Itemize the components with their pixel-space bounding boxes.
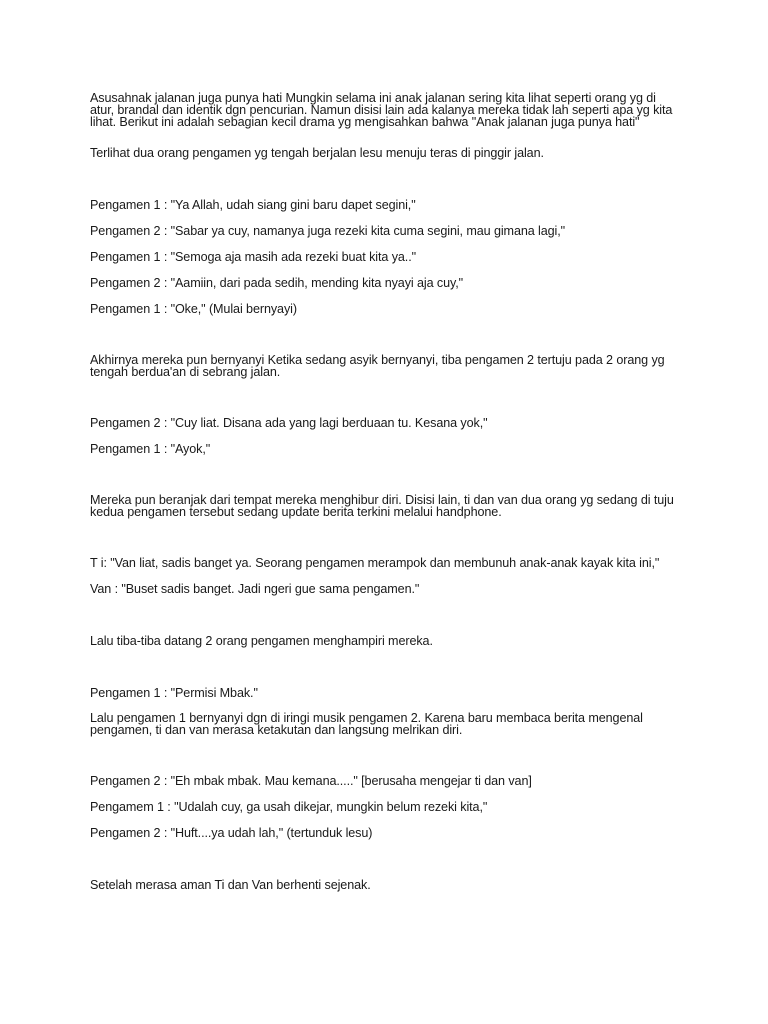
narration-line: Lalu tiba-tiba datang 2 orang pengamen menghampiri mereka. xyxy=(90,634,433,648)
dialogue-line: Pengamen 1 : "Semoga aja masih ada rezeki buat kita ya.." xyxy=(90,250,416,264)
dialogue-line: T i: "Van liat, sadis banget ya. Seorang pengamen merampok dan membunuh anak-anak kayak kita ini," xyxy=(90,556,660,570)
dialogue-line: Pengamen 1 : "Ya Allah, udah siang gini baru dapet segini," xyxy=(90,198,416,212)
narration-paragraph: Mereka pun beranjak dari tempat mereka menghibur diri. Disisi lain, ti dan van dua orang yg sedang di tuju kedua pengamen tersebut sedang update berita terkini melalui handphone. xyxy=(90,493,674,519)
dialogue-line: Pengamen 2 : "Sabar ya cuy, namanya juga rezeki kita cuma segini, mau gimana lagi," xyxy=(90,224,566,238)
dialogue-line: Pengamen 1 : "Ayok," xyxy=(90,442,211,456)
narration-line: Terlihat dua orang pengamen yg tengah berjalan lesu menuju teras di pinggir jalan. xyxy=(90,146,544,160)
narration-paragraph: Lalu pengamen 1 bernyanyi dgn di iringi musik pengamen 2. Karena baru membaca berita mengenal pengamen, ti dan van merasa ketakutan dan langsung melrikan diri. xyxy=(90,711,643,737)
dialogue-line: Pengamen 1 : "Oke," (Mulai bernyayi) xyxy=(90,302,297,316)
intro-paragraph: Asusahnak jalanan juga punya hati Mungkin selama ini anak jalanan sering kita lihat seperti orang yg di atur, brandal dan identik dgn pencurian. Namun disisi lain ada kalanya mereka tidak lah seperti apa yg kita lihat. Berikut ini adalah sebagian kecil drama yg mengisahkan bahwa "Anak jalanan juga punya hati" xyxy=(90,91,673,129)
dialogue-line: Pengamen 2 : "Cuy liat. Disana ada yang lagi berduaan tu. Kesana yok," xyxy=(90,416,488,430)
document-page xyxy=(90,92,680,892)
dialogue-line: Pengamen 2 : "Aamiin, dari pada sedih, mending kita nyayi aja cuy," xyxy=(90,276,464,290)
dialogue-line: Pengamem 1 : "Udalah cuy, ga usah dikejar, mungkin belum rezeki kita," xyxy=(90,800,488,814)
dialogue-line: Pengamen 2 : "Eh mbak mbak. Mau kemana....." [berusaha mengejar ti dan van] xyxy=(90,774,532,788)
dialogue-line: Pengamen 2 : "Huft....ya udah lah," (tertunduk lesu) xyxy=(90,826,373,840)
dialogue-line: Pengamen 1 : "Permisi Mbak." xyxy=(90,686,258,700)
narration-line: Setelah merasa aman Ti dan Van berhenti sejenak. xyxy=(90,878,371,892)
dialogue-line: Van : "Buset sadis banget. Jadi ngeri gue sama pengamen." xyxy=(90,582,420,596)
narration-paragraph: Akhirnya mereka pun bernyanyi Ketika sedang asyik bernyanyi, tiba pengamen 2 tertuju pada 2 orang yg tengah berdua'an di sebrang jalan. xyxy=(90,353,665,379)
